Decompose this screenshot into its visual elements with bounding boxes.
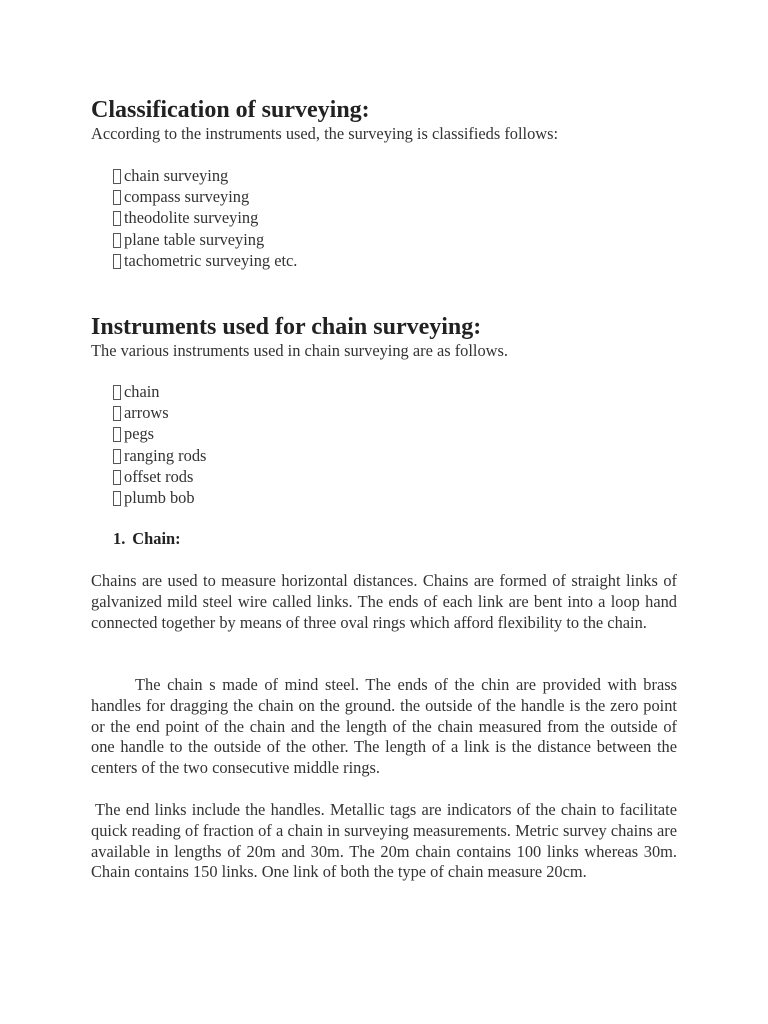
instruments-list <box>113 381 206 508</box>
list-item <box>113 186 297 207</box>
missing-glyph-box-icon <box>113 233 121 248</box>
list-item <box>113 445 206 466</box>
list-item-label: plumb bob <box>124 487 195 507</box>
subheading-number: 1. <box>113 529 126 548</box>
missing-glyph-box-icon <box>113 427 121 442</box>
list-item-label: arrows <box>124 403 169 423</box>
heading-classification-of-surveying: Classification of surveying: <box>91 97 370 123</box>
subheading-title: Chain: <box>132 529 181 548</box>
list-item <box>113 466 206 487</box>
chain-subheading <box>113 529 181 549</box>
missing-glyph-box-icon <box>113 169 121 184</box>
list-item-label: offset rods <box>124 466 194 486</box>
list-item-label: chain surveying <box>124 166 229 185</box>
missing-glyph-box-icon <box>113 491 121 506</box>
list-item <box>113 381 206 402</box>
list-item <box>113 487 206 508</box>
list-item <box>113 207 297 228</box>
paragraph: The chain s made of mind steel. The ends of the chin are provided with brass handles for dragging the chain on the ground. the outside of the handle is the zero point or the end point of the chain and the length of the chain measured from the outside of one handle to the outside of the other. The length of a link is the distance between the centers of the two consecutive middle rings. <box>91 675 677 778</box>
list-item-label: compass surveying <box>124 187 250 207</box>
heading-instruments-used: Instruments used for chain surveying: <box>91 314 482 340</box>
list-item-label: tachometric surveying etc. <box>124 250 298 270</box>
paragraph: Chains are used to measure horizontal distances. Chains are formed of straight links of galvanized mild steel wire called links. The ends of each link are bent into a loop hand connected together by means of three oval rings which afford flexibility to the chain. <box>91 571 677 632</box>
list-item <box>113 402 206 423</box>
missing-glyph-box-icon <box>113 470 121 485</box>
missing-glyph-box-icon <box>113 254 121 269</box>
list-item-label: chain <box>124 382 160 401</box>
list-item <box>113 165 297 186</box>
list-item <box>113 250 297 271</box>
list-item <box>113 423 206 444</box>
list-item-label: pegs <box>124 424 155 444</box>
instruments-intro: The various instruments used in chain surveying are as follows. <box>91 341 508 360</box>
missing-glyph-box-icon <box>113 190 121 205</box>
missing-glyph-box-icon <box>113 211 121 226</box>
missing-glyph-box-icon <box>113 385 121 400</box>
list-item-label: theodolite surveying <box>124 208 259 228</box>
list-item-label: ranging rods <box>124 445 207 465</box>
missing-glyph-box-icon <box>113 449 121 464</box>
missing-glyph-box-icon <box>113 406 121 421</box>
list-item <box>113 229 297 250</box>
list-item-label: plane table surveying <box>124 229 265 249</box>
classification-intro: According to the instruments used, the surveying is classifieds follows: <box>91 124 559 143</box>
classification-list <box>113 165 297 271</box>
paragraph: The end links include the handles. Metallic tags are indicators of the chain to facilitate quick reading of fraction of a chain in surveying measurements. Metric survey chains are available in lengths of 20m and 30m. The 20m chain contains 100 links whereas 30m. Chain contains 150 links. One link of both the type of chain measure 20cm. <box>91 800 677 882</box>
